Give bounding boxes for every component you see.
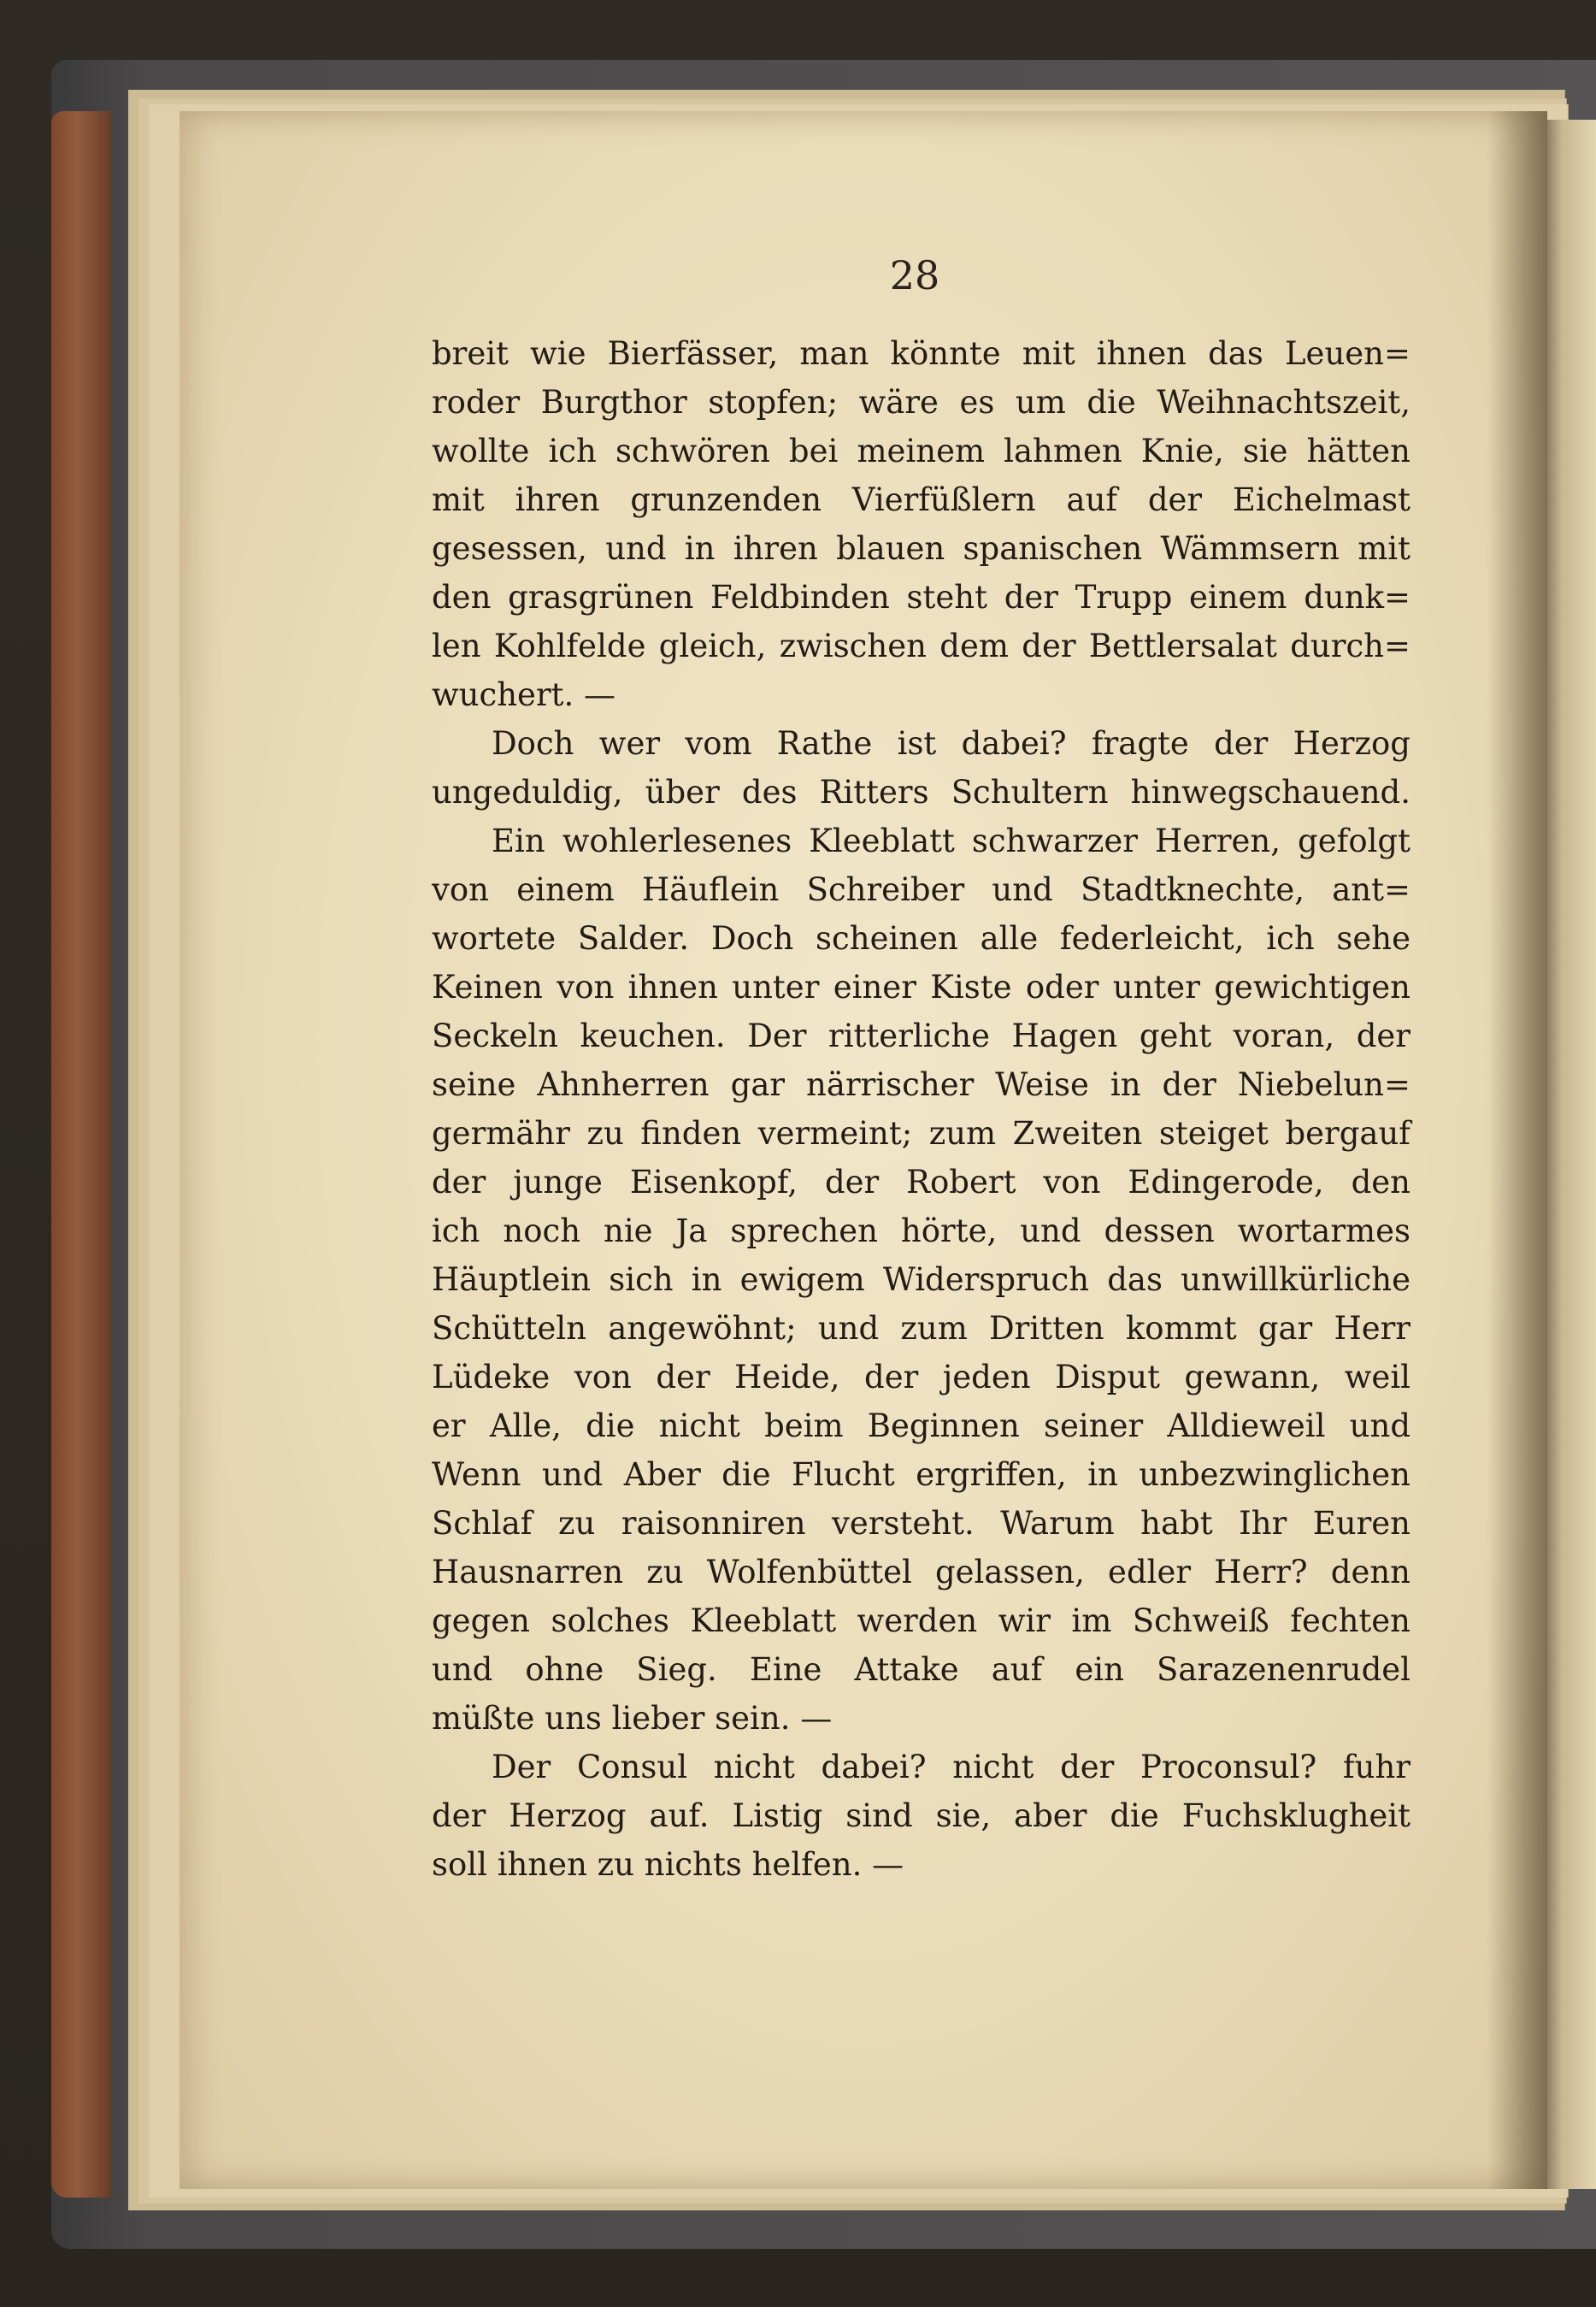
text-line: ungeduldig, über des Ritters Schultern hinwegschauend. [432, 774, 1410, 811]
text-line: wollte ich schwören bei meinem lahmen Knie, sie hätten [432, 433, 1410, 469]
text-line: soll ihnen zu nichts helfen. — [432, 1846, 904, 1883]
facing-page-edge [1539, 120, 1596, 2189]
text-line: Schütteln angewöhnt; und zum Dritten kommt gar Herr [432, 1310, 1410, 1347]
text-line: ich noch nie Ja sprechen hörte, und dessen wortarmes [432, 1213, 1410, 1249]
text-line: Der Consul nicht dabei? nicht der Proconsul? fuhr [492, 1749, 1410, 1785]
text-line: Wenn und Aber die Flucht ergriffen, in unbezwinglichen [432, 1456, 1410, 1493]
text-line: seine Ahnherren gar närrischer Weise in der Niebelun= [432, 1066, 1410, 1103]
text-line: gegen solches Kleeblatt werden wir im Schweiß fechten [432, 1602, 1410, 1639]
text-line: müßte uns lieber sein. — [432, 1700, 833, 1737]
text-line: wuchert. — [432, 676, 616, 713]
page-number: 28 [889, 252, 940, 298]
leather-binding-edge [51, 111, 111, 2198]
text-line: wortete Salder. Doch scheinen alle federleicht, ich sehe [432, 920, 1410, 957]
text-line: und ohne Sieg. Eine Attake auf ein Sarazenenrudel [432, 1651, 1410, 1688]
text-line: roder Burgthor stopfen; wäre es um die Weihnachtszeit, [432, 384, 1410, 421]
text-line: breit wie Bierfässer, man könnte mit ihnen das Leuen= [432, 335, 1410, 372]
text-line: mit ihren grunzenden Vierfüßlern auf der Eichelmast [432, 481, 1410, 518]
text-line: den grasgrünen Feldbinden steht der Trupp einem dunk= [432, 579, 1410, 616]
gutter-shadow [1487, 111, 1547, 2189]
text-line: Ein wohlerlesenes Kleeblatt schwarzer Herren, gefolgt [492, 823, 1410, 859]
text-line: Schlaf zu raisonniren versteht. Warum habt Ihr Euren [432, 1505, 1410, 1542]
text-line: von einem Häuflein Schreiber und Stadtknechte, ant= [432, 871, 1410, 908]
text-line: der Herzog auf. Listig sind sie, aber die Fuchsklugheit [432, 1797, 1410, 1834]
text-line: der junge Eisenkopf, der Robert von Edingerode, den [432, 1164, 1410, 1201]
text-line: gesessen, und in ihren blauen spanischen Wämmsern mit [432, 530, 1410, 567]
text-line: len Kohlfelde gleich, zwischen dem der Bettlersalat durch= [432, 628, 1410, 664]
text-line: Häuptlein sich in ewigem Widerspruch das unwillkürliche [432, 1261, 1410, 1298]
text-line: Doch wer vom Rathe ist dabei? fragte der Herzog [492, 725, 1410, 762]
text-line: germähr zu finden vermeint; zum Zweiten steiget bergauf [432, 1115, 1410, 1152]
text-line: er Alle, die nicht beim Beginnen seiner Alldieweil und [432, 1407, 1410, 1444]
text-line: Lüdeke von der Heide, der jeden Disput gewann, weil [432, 1359, 1410, 1395]
text-line: Seckeln keuchen. Der ritterliche Hagen geht voran, der [432, 1018, 1410, 1054]
text-line: Keinen von ihnen unter einer Kiste oder unter gewichtigen [432, 969, 1410, 1006]
text-line: Hausnarren zu Wolfenbüttel gelassen, edler Herr? denn [432, 1554, 1410, 1590]
